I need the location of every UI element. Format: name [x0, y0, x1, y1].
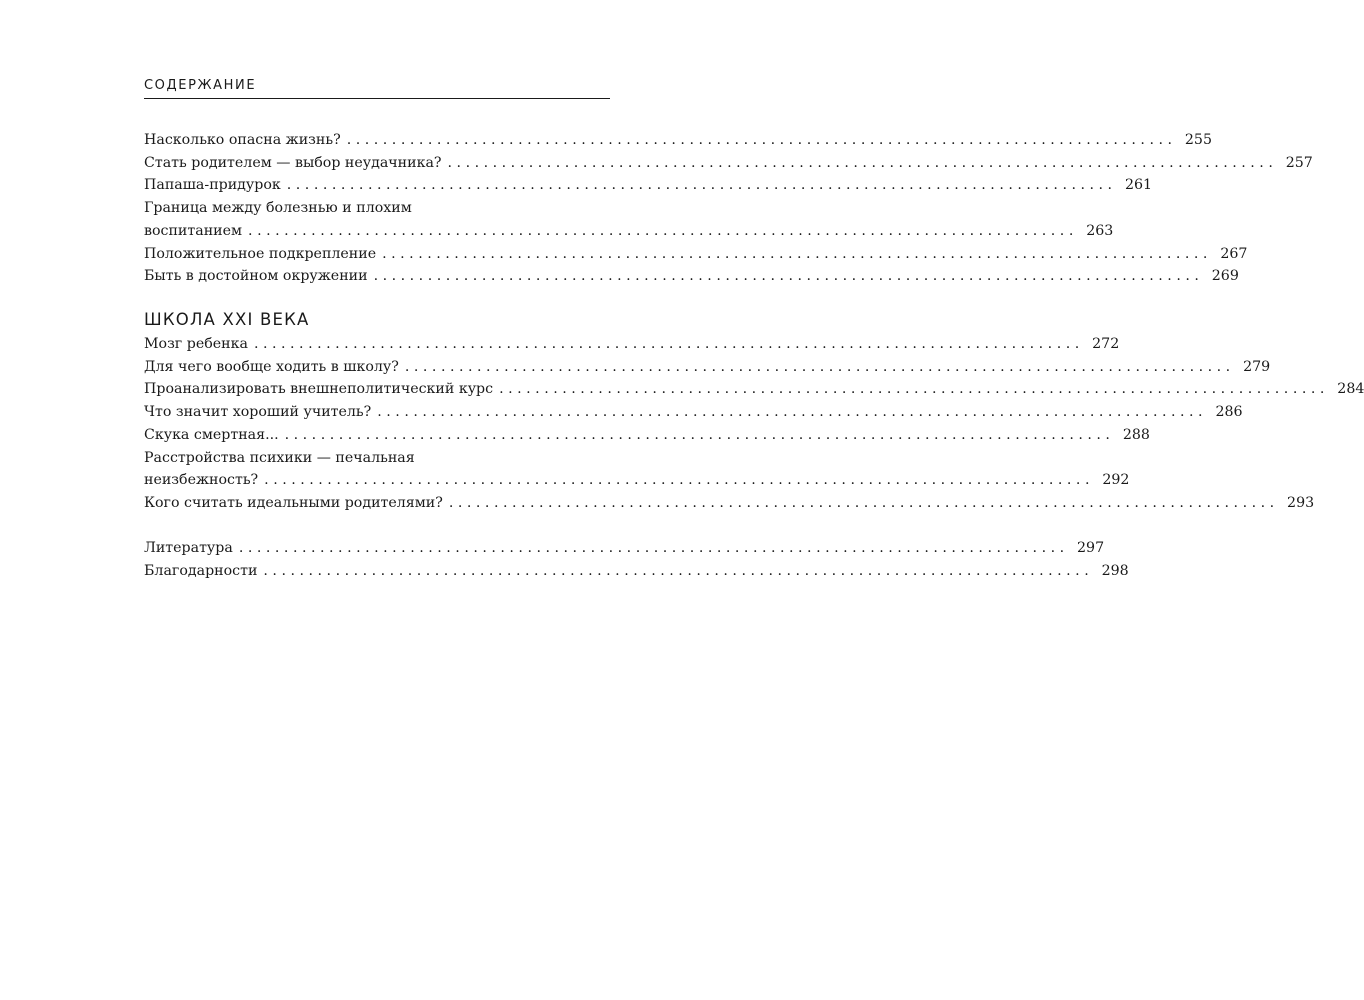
- toc-entry[interactable]: [144, 356, 1271, 379]
- toc-entry-page: 288: [1110, 424, 1150, 447]
- toc-dot-leader: [264, 469, 1089, 492]
- toc-entry[interactable]: [144, 174, 1153, 197]
- toc-entry-title: воспитанием: [144, 220, 248, 243]
- toc-dot-leader: [374, 265, 1199, 288]
- toc-entry[interactable]: [144, 447, 1130, 492]
- toc-entry-page: 286: [1203, 401, 1243, 424]
- toc-entry-title: Для чего вообще ходить в школу?: [144, 356, 405, 379]
- toc-entry-title: Стать родителем — выбор неудачника?: [144, 152, 448, 175]
- toc-entry[interactable]: [144, 129, 1212, 152]
- toc-entry-title: Скука смертная...: [144, 424, 285, 447]
- toc-group-2: [144, 333, 1364, 515]
- toc-dot-leader: [263, 560, 1088, 583]
- toc-entry-title: Положительное подкрепление: [144, 243, 382, 266]
- toc-entry-page: 269: [1199, 265, 1239, 288]
- toc-entry-title: Проанализировать внешнеполитический курс: [144, 378, 499, 401]
- toc-entry[interactable]: [144, 560, 1129, 583]
- toc-group-1: [144, 129, 1313, 288]
- toc-entry-title: Благодарности: [144, 560, 263, 583]
- toc-entry-page: 298: [1089, 560, 1129, 583]
- toc-dot-leader: [382, 243, 1207, 266]
- toc-dot-leader: [448, 152, 1273, 175]
- toc-dot-leader: [405, 356, 1230, 379]
- toc-entry-title: Папаша-придурок: [144, 174, 287, 197]
- toc-entry-page: 257: [1273, 152, 1313, 175]
- toc-entry-title-line-1: Расстройства психики — печальная: [144, 449, 415, 466]
- toc-dot-leader: [499, 378, 1324, 401]
- toc-entry[interactable]: [144, 401, 1243, 424]
- toc-dot-leader: [239, 537, 1064, 560]
- toc-entry[interactable]: [144, 265, 1239, 288]
- toc-entry-title: Мозг ребенка: [144, 333, 254, 356]
- running-head: СОДЕРЖАНИЕ: [144, 78, 257, 93]
- toc-entry[interactable]: [144, 424, 1150, 447]
- toc-entry-page: 263: [1073, 220, 1113, 243]
- toc-entry-title: Что значит хороший учитель?: [144, 401, 377, 424]
- toc-entry-page: 279: [1230, 356, 1270, 379]
- toc-entry-page: 272: [1079, 333, 1119, 356]
- toc-dot-leader: [287, 174, 1112, 197]
- toc-dot-leader: [285, 424, 1110, 447]
- toc-dot-leader: [248, 220, 1073, 243]
- toc-group-3: [144, 537, 1129, 582]
- toc-entry-page: 293: [1274, 492, 1314, 515]
- header-rule: [144, 98, 610, 99]
- toc-dot-leader: [377, 401, 1202, 424]
- toc-entry-title: неизбежность?: [144, 469, 264, 492]
- toc-entry-title: Быть в достойном окружении: [144, 265, 374, 288]
- toc-entry-page: 261: [1112, 174, 1152, 197]
- toc-entry[interactable]: [144, 152, 1313, 175]
- toc-entry-page: 255: [1172, 129, 1212, 152]
- toc-entry[interactable]: [144, 197, 1114, 242]
- toc-entry-title-line-1: Граница между болезнью и плохим: [144, 200, 412, 217]
- toc-entry-page: 284: [1324, 378, 1364, 401]
- toc-entry[interactable]: [144, 333, 1120, 356]
- toc-entry-title: Литература: [144, 537, 239, 560]
- toc-entry-page: 267: [1207, 243, 1247, 266]
- toc-entry-title: Кого считать идеальными родителями?: [144, 492, 449, 515]
- toc-entry[interactable]: [144, 243, 1248, 266]
- toc-entry-page: 292: [1089, 469, 1129, 492]
- toc-entry[interactable]: [144, 492, 1315, 515]
- toc-entry[interactable]: [144, 378, 1364, 401]
- section-heading: ШКОЛА XXI ВЕКА: [144, 310, 310, 329]
- toc-dot-leader: [347, 129, 1172, 152]
- toc-entry[interactable]: [144, 537, 1105, 560]
- toc-entry-page: 297: [1064, 537, 1104, 560]
- toc-dot-leader: [449, 492, 1274, 515]
- toc-dot-leader: [254, 333, 1079, 356]
- toc-entry-title: Насколько опасна жизнь?: [144, 129, 347, 152]
